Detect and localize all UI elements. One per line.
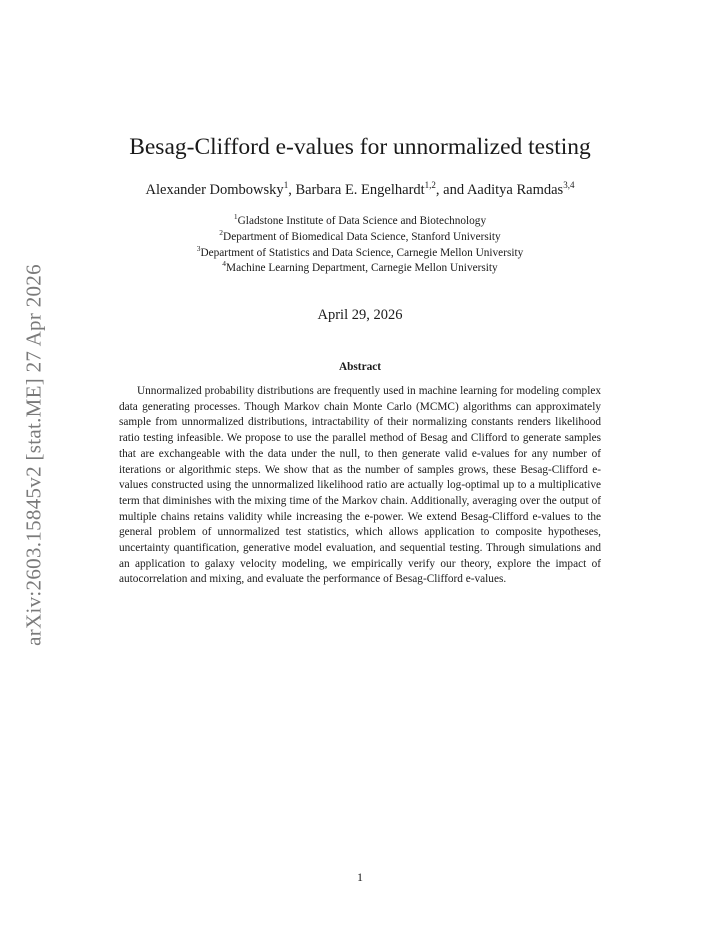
author-name: Barbara E. Engelhardt: [295, 182, 425, 198]
author-affiliation-mark: 1: [283, 180, 289, 191]
page-number: 1: [357, 870, 363, 884]
author-separator: ,: [288, 182, 296, 198]
affiliation-line: [0, 243, 720, 262]
author-separator: , and: [435, 182, 467, 198]
affiliation-mark: 2: [219, 228, 224, 238]
affiliation-text: Gladstone Institute of Data Science and Biotechnology: [237, 215, 487, 227]
affiliation-text: Department of Statistics and Data Science, Carnegie Mellon University: [200, 246, 524, 259]
affiliation-line: [0, 261, 720, 277]
affiliation-line: [0, 214, 720, 230]
arxiv-id-label: arXiv:2603.15845v2 [stat.ME] 27 Apr 2026: [21, 264, 46, 646]
author-list: [0, 182, 720, 199]
affiliation-list: [0, 214, 720, 277]
author-name: Alexander Dombowsky: [145, 182, 284, 198]
publication-date: April 29, 2026: [317, 307, 403, 323]
affiliation-text: Machine Learning Department, Carnegie Mellon University: [226, 262, 498, 275]
abstract-body: Unnormalized probability distributions are frequently used in machine learning for modeling complex data generating processes. Though Markov chain Monte Carlo (MCMC) algorithms can approximately sample from unnormalized distributions, intractability of their normalizing constants renders likelihood ratio testing infeasible. We propose to use the parallel method of Besag and Clifford to generate samples that are exchangeable with the data under the null, to then generate valid e-values for any number of iterations or algorithmic steps. We show that as the number of samples grows, these Besag-Clifford e-values constructed using the unnormalized likelihood ratio are actually log-optimal up to a multiplicative term that diminishes with the mixing time of the Markov chain. Additionally, averaging over the output of multiple chains retains validity while increasing the e-power. We extend Besag-Clifford e-values to the general problem of unnormalized test statistics, which allows application to composite hypotheses, uncertainty quantification, generative model evaluation, and sequential testing. Through simulations and an application to galaxy velocity modeling, we empirically verify our theory, explore the impact of autocorrelation and mixing, and evaluate the performance of Besag-Clifford e-values.: [119, 385, 601, 586]
affiliation-mark: 4: [222, 259, 227, 269]
paper-title: Besag-Clifford e-values for unnormalized testing: [129, 134, 591, 160]
author-affiliation-mark: 1,2: [424, 180, 436, 191]
affiliation-text: Department of Biomedical Data Science, Stanford University: [223, 230, 501, 243]
affiliation-line: [0, 230, 720, 246]
affiliation-mark: 1: [233, 212, 238, 222]
abstract-heading: Abstract: [338, 361, 382, 373]
author-affiliation-mark: 3,4: [563, 180, 575, 191]
affiliation-mark: 3: [196, 243, 201, 253]
author-name: Aaditya Ramdas: [466, 182, 564, 198]
